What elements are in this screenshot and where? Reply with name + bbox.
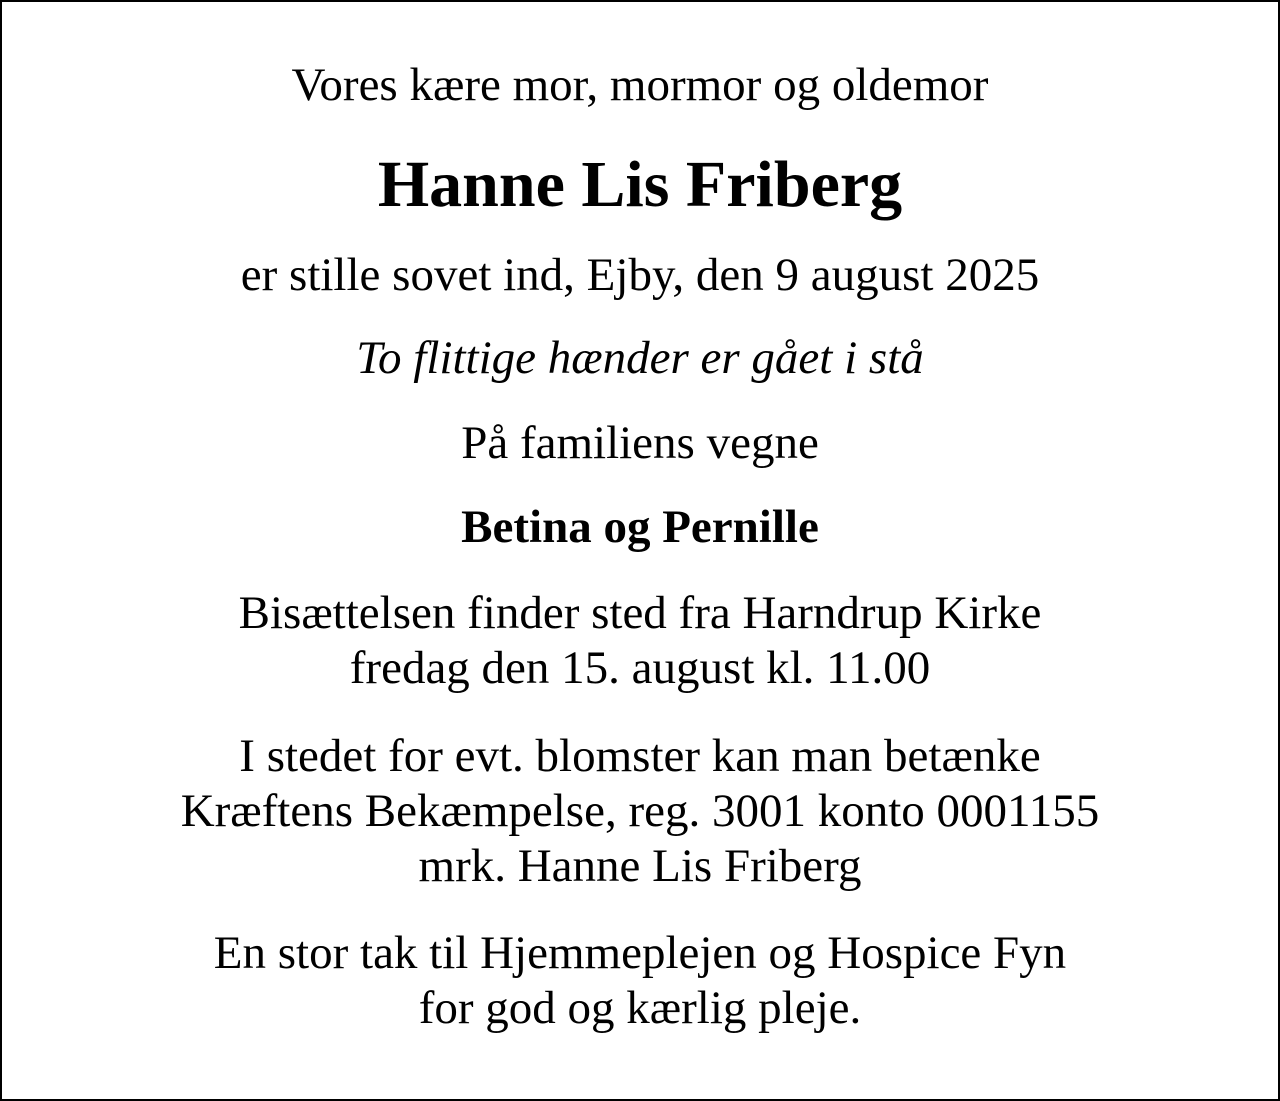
- thanks-line: En stor tak til Hjemmeplejen og Hospice Fyn: [213, 927, 1067, 979]
- passing-line: er stille sovet ind, Ejby, den 9 august 2025: [240, 249, 1040, 301]
- memorial-verse: To flittige hænder er gået i stå: [356, 332, 924, 384]
- deceased-name: Hanne Lis Friberg: [377, 148, 903, 221]
- donation-info: [2, 729, 1278, 894]
- donation-line: Kræftens Bekæmpelse, reg. 3001 konto 0001155: [180, 785, 1100, 837]
- funeral-line: Bisættelsen finder sted fra Harndrup Kirke: [238, 587, 1042, 639]
- intro-line: Vores kære mor, mormor og oldemor: [291, 59, 989, 111]
- funeral-line: fredag den 15. august kl. 11.00: [349, 642, 931, 694]
- donation-line: mrk. Hanne Lis Friberg: [418, 840, 862, 892]
- donation-line: I stedet for evt. blomster kan man betænke: [239, 730, 1041, 782]
- funeral-info: [2, 586, 1278, 696]
- on-behalf-line: På familiens vegne: [461, 417, 819, 469]
- signers: Betina og Pernille: [461, 501, 819, 553]
- thanks-info: [2, 926, 1278, 1036]
- thanks-line: for god og kærlig pleje.: [418, 982, 862, 1034]
